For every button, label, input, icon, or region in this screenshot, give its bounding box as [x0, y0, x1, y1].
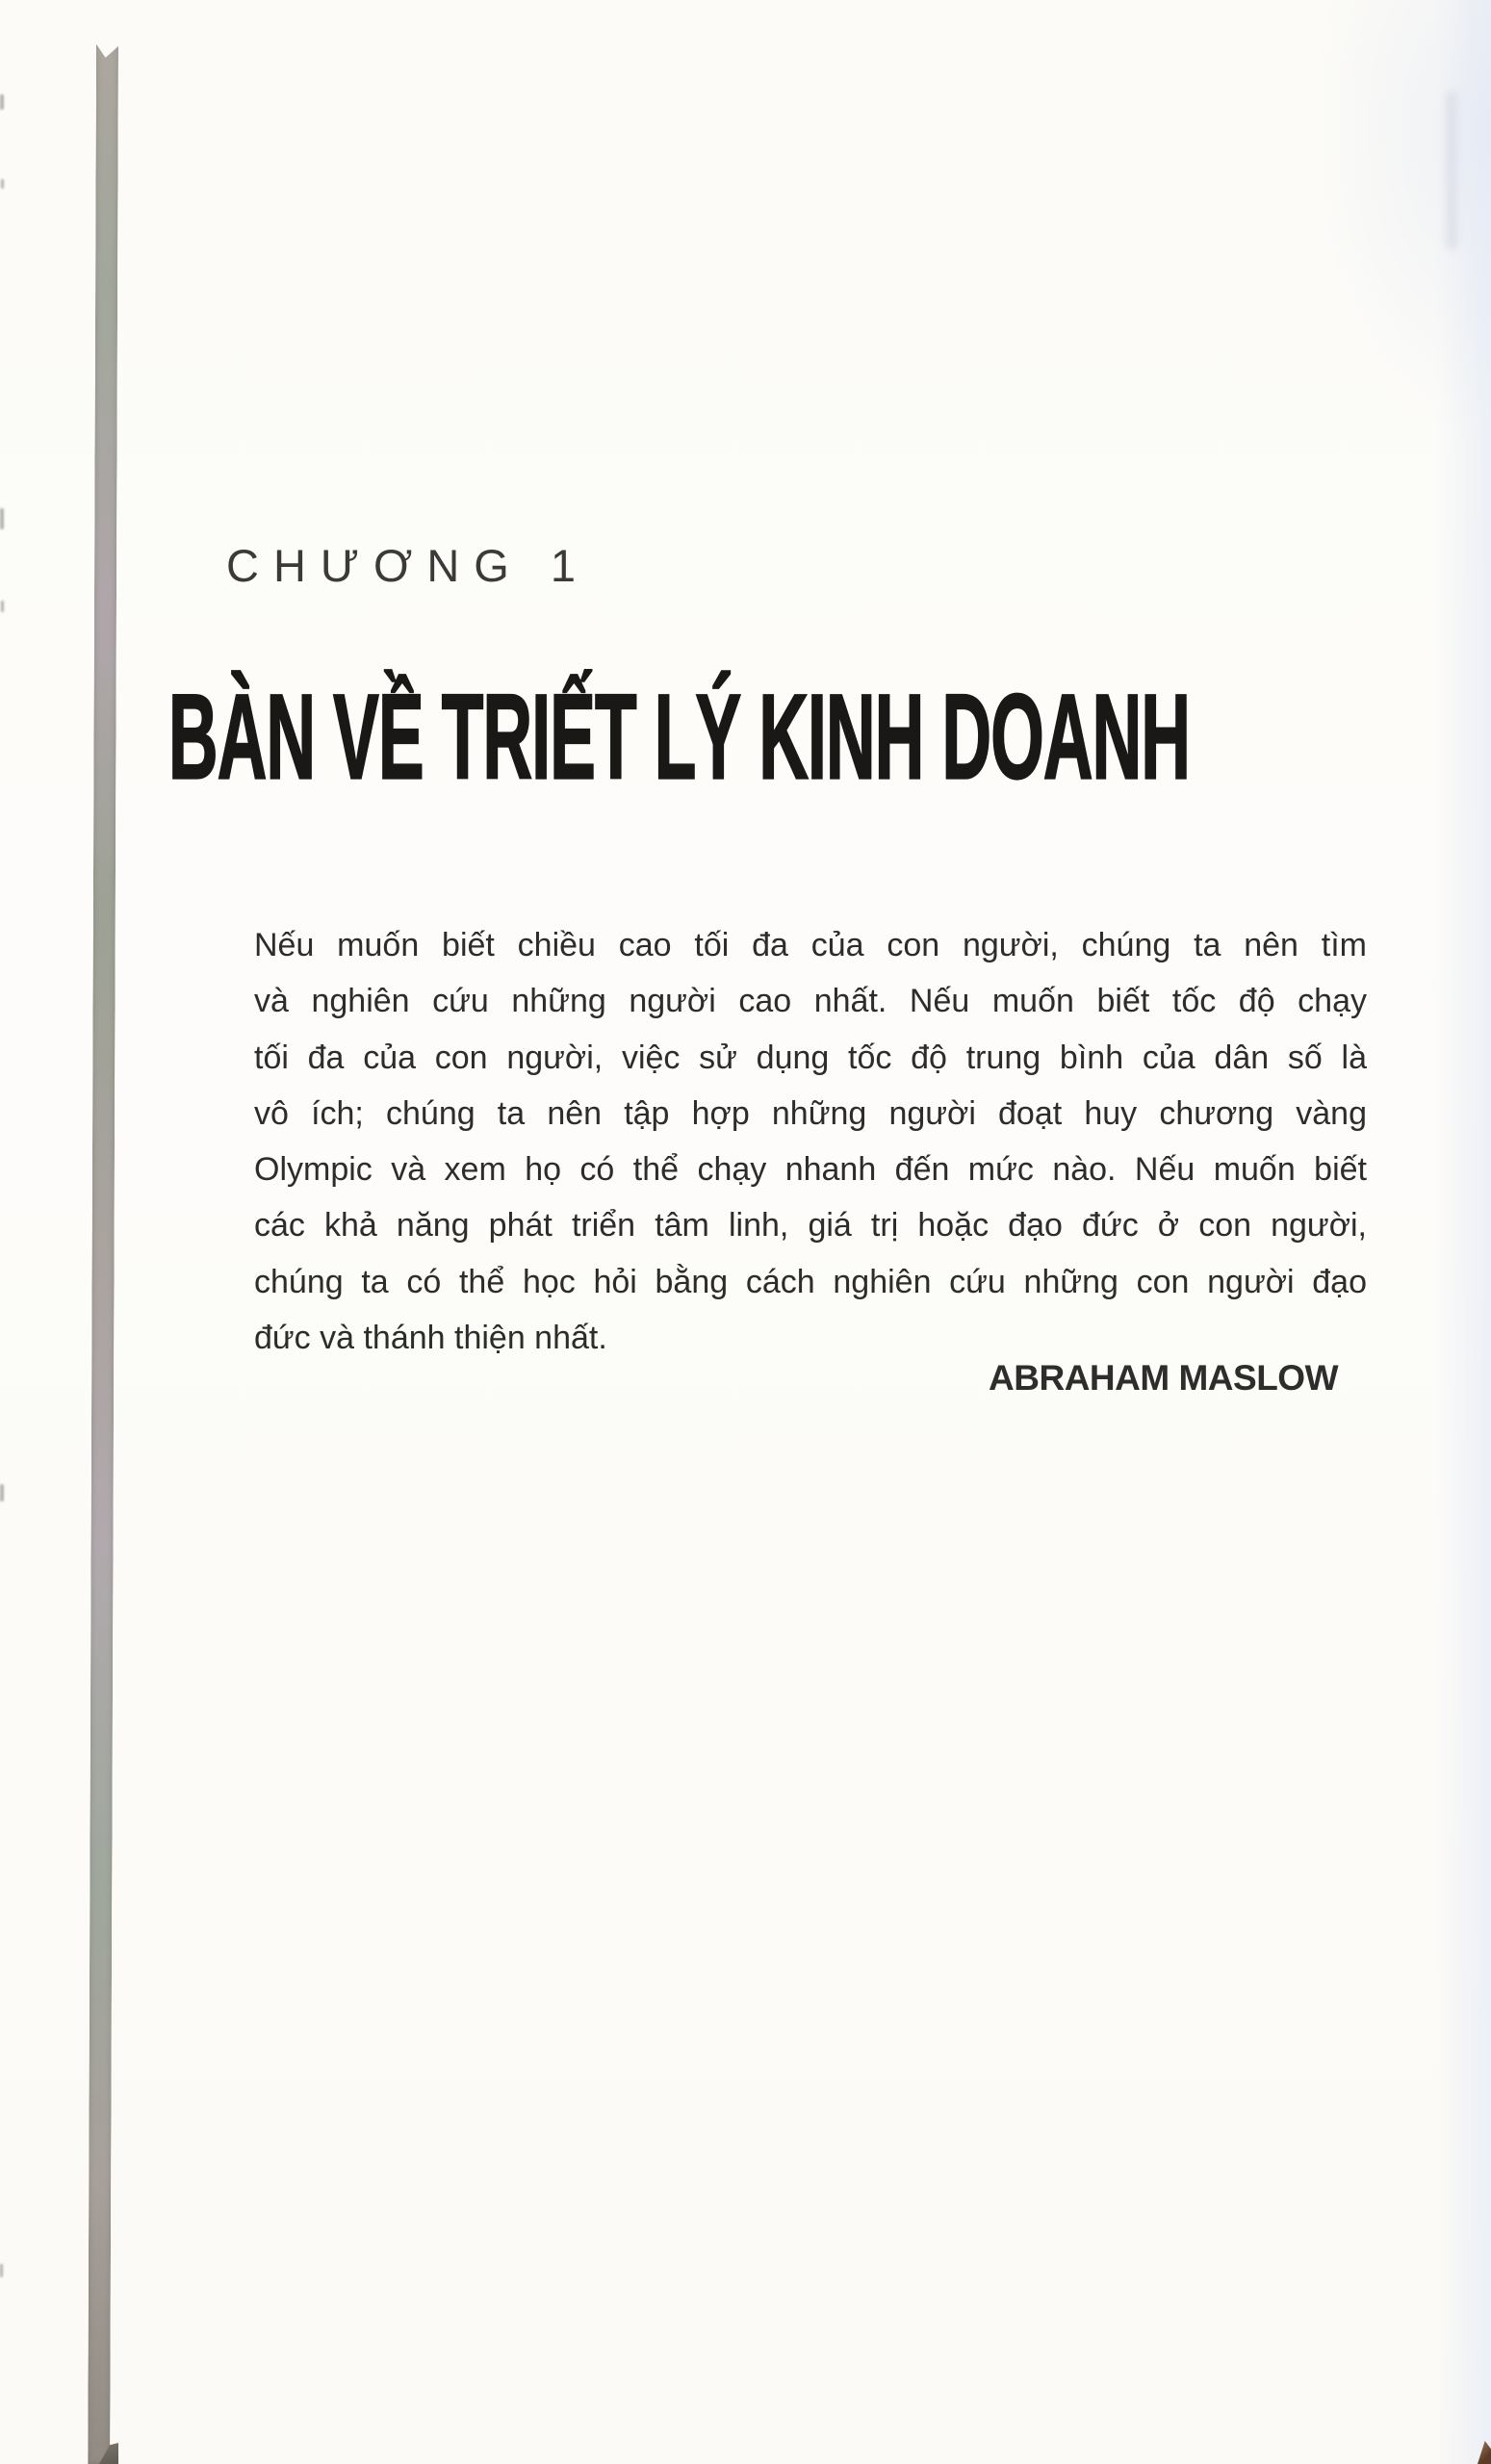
chapter-title: BÀN VỀ TRIẾT LÝ KINH DOANH	[168, 670, 1191, 806]
quote-line: vô ích; chúng ta nên tập hợp những người đoạt huy chương vàng	[254, 1094, 1367, 1132]
chapter-kicker: CHƯƠNG 1	[226, 540, 591, 591]
quote-line: đức và thánh thiện nhất.	[254, 1320, 607, 1357]
quote-line: và nghiên cứu những người cao nhất. Nếu muốn biết tốc độ chạy	[254, 983, 1367, 1020]
scan-edge-speck	[0, 1484, 4, 1502]
quote-line: tối đa của con người, việc sử dụng tốc độ trung bình của dân số là	[254, 1039, 1367, 1076]
scan-edge-speck	[1, 601, 4, 612]
scan-edge-speck	[0, 2264, 3, 2277]
quote-attribution: ABRAHAM MASLOW	[989, 1358, 1338, 1398]
page-corner-shading	[1308, 0, 1491, 443]
page-edge-smudge	[1446, 91, 1457, 250]
quote-line: Olympic và xem họ có thể chạy nhanh đến mức nào. Nếu muốn biết	[254, 1151, 1367, 1189]
epigraph-quote	[254, 917, 1367, 1366]
scan-edge-speck	[0, 94, 4, 110]
scan-edge-speck	[0, 508, 4, 529]
quote-line: chúng ta có thể học hỏi bằng cách nghiên cứu những con người đạo	[254, 1263, 1367, 1300]
quote-line: các khả năng phát triển tâm linh, giá trị hoặc đạo đức ở con người,	[254, 1207, 1367, 1245]
quote-line: Nếu muốn biết chiều cao tối đa của con người, chúng ta nên tìm	[254, 927, 1367, 963]
scan-edge-speck	[1, 179, 4, 189]
